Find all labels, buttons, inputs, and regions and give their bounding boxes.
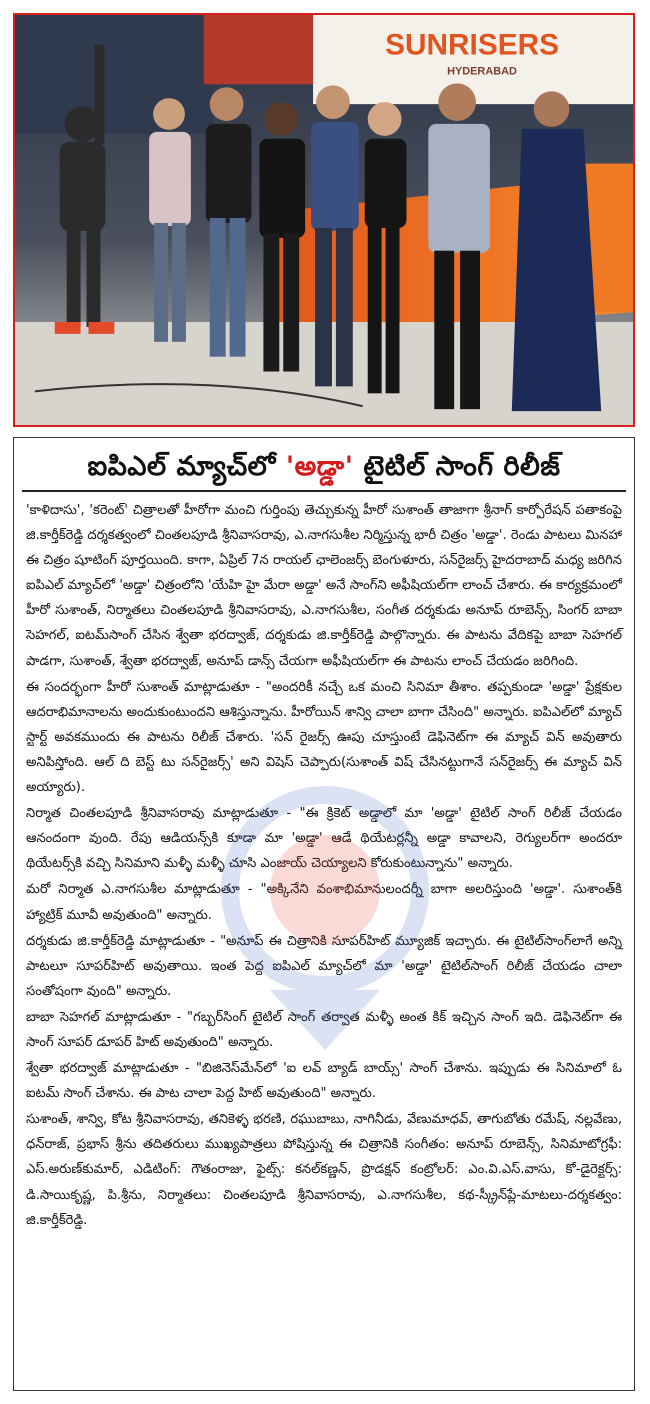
- event-photo: [13, 13, 635, 427]
- headline-text-post: టైటిల్ సాంగ్ రిలీజ్: [353, 451, 561, 482]
- paragraph: మరో నిర్మాత ఎ.నాగసుశీల మాట్లాడుతూ - "అక్కినేని వంశాభిమానులందర్నీ బాగా అలరిస్తుంది 'అడ్డా'. సుశాంత్‌కి హ్యాట్రిక్ మూవీ అవుతుంది" అన్నారు.: [26, 882, 622, 923]
- paragraph: ఈ సందర్భంగా హీరో సుశాంత్ మాట్లాడుతూ - "అందరికీ నచ్చే ఒక మంచి సినిమా తీశాం. తప్పకుండా 'అడ్డా' ప్రేక్షకుల ఆదరాభిమానాలను అందుకుంటుందని ఆశిస్తున్నాను. హీరోయిన్ శాన్వి చాలా బాగా చేసింది" అన్నారు. ఐపిఎల్‌లో మ్యాచ్ స్టార్ట్ అవకముందు ఈ పాటను రిలీజ్ చేశారు. 'సన్ రైజర్స్ ఊపు చూస్తుంటే డెఫినెట్‌గా ఈ మ్యాచ్ విన్ అవుతారు అనిపిస్తోంది. ఆల్ ది బెస్ట్ టు సన్‌రైజర్స్' అని విషెస్ చెప్పారు(సుశాంత్ విష్ చేసినట్టుగానే సన్‌రైజర్స్ ఈ మ్యాచ్ విన్ అయ్యారు).: [26, 679, 622, 796]
- paragraph: దర్శకుడు జి.కార్తీక్‌రెడ్డి మాట్లాడుతూ - "అనూప్ ఈ చిత్రానికి సూపర్‌హిట్ మ్యూజిక్ ఇచ్చారు. ఈ టైటిల్‌సాంగ్‌లాగే అన్ని పాటలూ సూపర్‌హిట్ అవుతాయి. ఇంత పెద్ద ఐపిఎల్ మ్యాచ్‌లో మా 'అడ్డా' టైటిల్‌సాంగ్ రిలీజ్ చేయడం చాలా సంతోషంగా వుంది" అన్నారు.: [26, 933, 622, 999]
- paragraph: సుశాంత్, శాన్వి, కోట శ్రీనివాసరావు, తనికెళ్ళ భరణి, రఘుబాబు, నాగినీడు, వేణుమాధవ్, తాగుబోతు రమేష్, నల్లవేణు, ధన్‌రాజ్, ప్రభాస్ శ్రీను తదితరులు ముఖ్యపాత్రలు పోషిస్తున్న ఈ చిత్రానికి సంగీతం: అనూప్ రూబెన్స్, సినిమాటోగ్రఫీ: ఎస్.అరుణ్‌కుమార్, ఎడిటింగ్: గౌతంరాజు, ఫైట్స్: కనల్‌కణ్ణన్, ప్రొడక్షన్ కంట్రోలర్: ఎం.వి.ఎస్.వాసు, కో-డైరెక్టర్స్: డి.సాయికృష్ణ, పి.శ్రీను, నిర్మాతలు: చింతలపూడి శ్రీనివాసరావు, ఎ.నాగసుశీల, కథ-స్క్రీన్‌ప్లే-మాటలు-దర్శకత్వం: జి.కార్తీక్‌రెడ్డి.: [26, 1112, 622, 1228]
- banner-logo-text: SUNRISERS: [385, 28, 559, 62]
- banner-logo-subtext: HYDERABAD: [447, 65, 517, 78]
- article-body: [14, 498, 634, 1233]
- event-photo-image: [15, 15, 633, 425]
- paragraph: నిర్మాత చింతలపూడి శ్రీనివాసరావు మాట్లాడుతూ - "ఈ క్రికెట్ అడ్డాలో మా 'అడ్డా' టైటిల్ సాంగ్ రిలీజ్ చేయడం ఆనందంగా వుంది. రేపు ఆడియన్స్‌కి కూడా మా 'అడ్డా' ఆడే థియేటర్లన్నీ అడ్డా కావాలని, రెగ్యులర్‌గా అందరూ థియేటర్స్‌కి వచ్చి సినిమాని మళ్ళీ మళ్ళీ చూసి ఎంజాయ్ చెయ్యాలని కోరుకుంటున్నాను" అన్నారు.: [26, 806, 622, 872]
- paragraph: శ్వేతా భరద్వాజ్ మాట్లాడుతూ - "బిజినెస్‌మేన్‌లో 'ఐ లవ్ బ్యాడ్ బాయ్స్' సాంగ్ చేశాను. ఇప్పుడు ఈ సినిమాలో ఓ ఐటమ్ సాంగ్ చేశాను. ఈ పాట చాలా పెద్ద హిట్ అవుతుంది" అన్నారు.: [26, 1061, 622, 1102]
- headline-divider: [22, 490, 626, 492]
- article: [13, 437, 635, 1391]
- headline-text-pre: ఐపిఎల్ మ్యాచ్‌లో: [87, 451, 286, 482]
- paragraph: 'కాళిదాసు', 'కరెంట్' చిత్రాలతో హీరోగా మంచి గుర్తింపు తెచ్చుకున్న హీరో సుశాంత్ తాజాగా శ్రీనాగ్ కార్పోరేషన్ పతాకంపై జి.కార్తీక్‌రెడ్డి దర్శకత్వంలో చింతలపూడి శ్రీనివాసరావు, ఎ.నాగసుశీల నిర్మిస్తున్న భారీ చిత్రం 'అడ్డా'. రెండు పాటలు మినహా ఈ చిత్రం షూటింగ్ పూర్తయింది. కాగా, ఏప్రిల్ 7న రాయల్ ఛాలెంజర్స్ బెంగుళూరు, సన్‌రైజర్స్ హైదరాబాద్ మధ్య జరిగిన ఐపిఎల్ మ్యాచ్‌లో 'అడ్డా' చిత్రంలోని 'యేహి హై మేరా అడ్డా' అనే సాంగ్‌ని అఫీషియల్‌గా లాంచ్ చేశారు. ఈ కార్యక్రమంలో హీరో సుశాంత్, నిర్మాతలు చింతలపూడి శ్రీనివాసరావు, ఎ.నాగసుశీల, సంగీత దర్శకుడు అనూప్ రూబెన్స్, సింగర్ బాబా సెహగల్, ఐటమ్‌సాంగ్ చేసిన శ్వేతా భరద్వాజ్, దర్శకుడు జి.కార్తీక్‌రెడ్డి పాల్గొన్నారు. ఈ పాటను వేదికపై బాబా సెహగల్ పాడగా, సుశాంత్, శ్వేతా భరద్వాజ్, అనూప్ డాన్స్ చేయగా అఫీషియల్‌గా ఈ పాటను లాంచ్ చేయడం జరిగింది.: [26, 503, 622, 669]
- paragraph: బాబా సెహగల్ మాట్లాడుతూ - "గబ్బర్‌సింగ్ టైటిల్ సాంగ్ తర్వాత మళ్ళీ అంత కిక్ ఇచ్చిన సాంగ్ ఇది. డెఫినెట్‌గా ఈ సాంగ్ సూపర్ డూపర్ హిట్ అవుతుంది" అన్నారు.: [26, 1009, 622, 1050]
- article-headline: [24, 450, 624, 484]
- headline-accent-title: 'అడ్డా': [285, 451, 354, 482]
